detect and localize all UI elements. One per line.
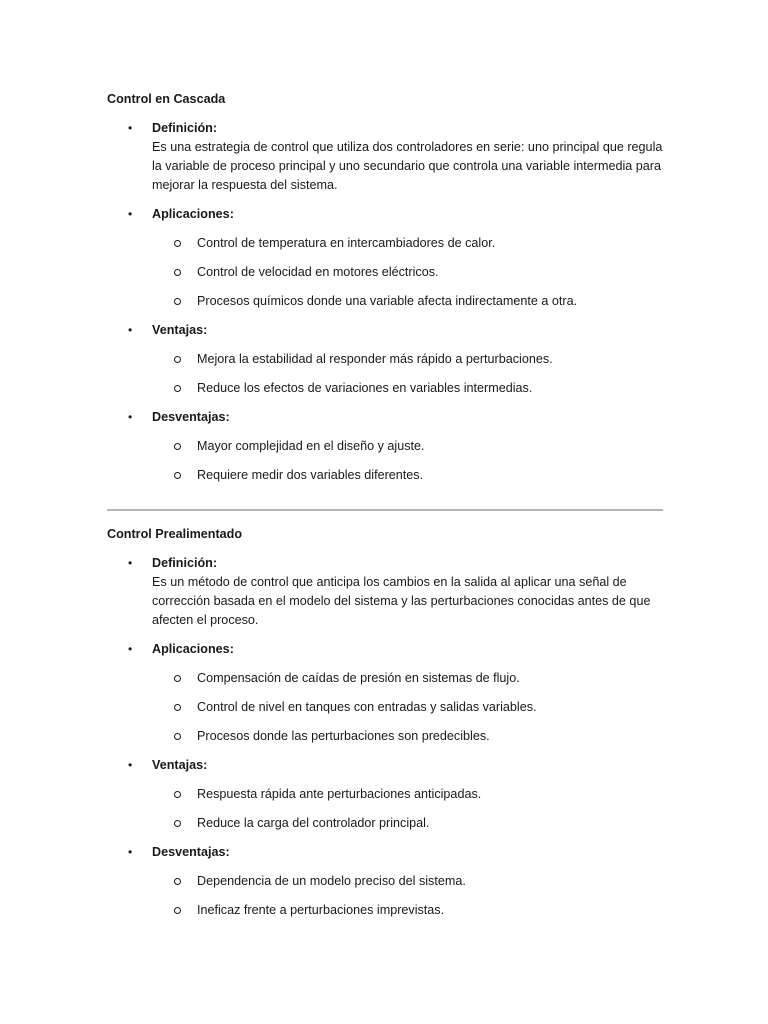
bullet-dot-icon: • — [128, 410, 133, 424]
definition-bullet — [107, 554, 663, 630]
circle-bullet-icon — [174, 240, 181, 247]
disadvantages-label: Desventajas: — [152, 410, 230, 424]
list-item-text: Procesos químicos donde una variable afecta indirectamente a otra. — [197, 294, 578, 308]
circle-bullet-icon — [174, 878, 181, 885]
list-item — [152, 901, 663, 920]
list-item-text: Control de nivel en tanques con entradas y salidas variables. — [197, 700, 537, 714]
section-title: Control Prealimentado — [107, 527, 243, 541]
list-item — [152, 669, 663, 688]
list-item — [152, 785, 663, 804]
list-item-text: Ineficaz frente a perturbaciones imprevistas. — [197, 903, 445, 917]
list-item-text: Dependencia de un modelo preciso del sistema. — [197, 874, 466, 888]
circle-bullet-icon — [174, 820, 181, 827]
advantages-list — [152, 785, 663, 833]
disadvantages-label: Desventajas: — [152, 845, 230, 859]
applications-bullet — [107, 640, 663, 746]
bullet-dot-icon: • — [128, 207, 133, 221]
document-page — [107, 90, 663, 930]
disadvantages-bullet — [107, 843, 663, 920]
bullet-dot-icon: • — [128, 758, 133, 772]
applications-label: Aplicaciones: — [152, 642, 234, 656]
circle-bullet-icon — [174, 443, 181, 450]
list-item-text: Requiere medir dos variables diferentes. — [197, 468, 424, 482]
bullet-dot-icon: • — [128, 845, 133, 859]
circle-bullet-icon — [174, 298, 181, 305]
list-item — [152, 379, 663, 398]
section-cascade-control — [107, 90, 663, 485]
circle-bullet-icon — [174, 733, 181, 740]
disadvantages-bullet — [107, 408, 663, 485]
list-item — [152, 727, 663, 746]
applications-label: Aplicaciones: — [152, 207, 234, 221]
advantages-label: Ventajas: — [152, 758, 208, 772]
list-item-text: Compensación de caídas de presión en sistemas de flujo. — [197, 671, 520, 685]
list-item-text: Control de velocidad en motores eléctricos. — [197, 265, 439, 279]
bullet-dot-icon: • — [128, 121, 133, 135]
definition-label: Definición: — [152, 556, 218, 570]
list-item-text: Reduce la carga del controlador principal. — [197, 816, 430, 830]
list-item — [152, 292, 663, 311]
definition-text: Es un método de control que anticipa los cambios en la salida al aplicar una señal de corrección basada en el modelo del sistema y las perturbaciones conocidas antes de que afecten el proceso. — [152, 575, 651, 627]
circle-bullet-icon — [174, 269, 181, 276]
list-item — [152, 350, 663, 369]
bullet-dot-icon: • — [128, 642, 133, 656]
applications-bullet — [107, 205, 663, 311]
list-item-text: Mejora la estabilidad al responder más rápido a perturbaciones. — [197, 352, 553, 366]
list-item-text: Procesos donde las perturbaciones son predecibles. — [197, 729, 490, 743]
circle-bullet-icon — [174, 704, 181, 711]
section-feedforward-control — [107, 525, 663, 920]
advantages-label: Ventajas: — [152, 323, 208, 337]
list-item — [152, 437, 663, 456]
bullet-dot-icon: • — [128, 556, 133, 570]
circle-bullet-icon — [174, 385, 181, 392]
list-item-text: Control de temperatura en intercambiadores de calor. — [197, 236, 496, 250]
circle-bullet-icon — [174, 791, 181, 798]
list-item — [152, 263, 663, 282]
advantages-bullet — [107, 321, 663, 398]
advantages-bullet — [107, 756, 663, 833]
bullet-dot-icon: • — [128, 323, 133, 337]
list-item-text: Reduce los efectos de variaciones en variables intermedias. — [197, 381, 533, 395]
list-item — [152, 814, 663, 833]
list-item — [152, 698, 663, 717]
circle-bullet-icon — [174, 907, 181, 914]
advantages-list — [152, 350, 663, 398]
list-item — [152, 872, 663, 891]
definition-text: Es una estrategia de control que utiliza dos controladores en serie: uno principal que regula la variable de proceso principal y uno secundario que controla una variable intermedia para mejorar la respuesta del sistema. — [152, 140, 663, 192]
disadvantages-list — [152, 872, 663, 920]
horizontal-divider — [107, 509, 663, 511]
definition-label: Definición: — [152, 121, 218, 135]
circle-bullet-icon — [174, 675, 181, 682]
disadvantages-list — [152, 437, 663, 485]
list-item-text: Respuesta rápida ante perturbaciones anticipadas. — [197, 787, 482, 801]
circle-bullet-icon — [174, 356, 181, 363]
list-item — [152, 234, 663, 253]
applications-list — [152, 234, 663, 311]
definition-bullet — [107, 119, 663, 195]
list-item — [152, 466, 663, 485]
section-title: Control en Cascada — [107, 92, 226, 106]
list-item-text: Mayor complejidad en el diseño y ajuste. — [197, 439, 425, 453]
circle-bullet-icon — [174, 472, 181, 479]
applications-list — [152, 669, 663, 746]
